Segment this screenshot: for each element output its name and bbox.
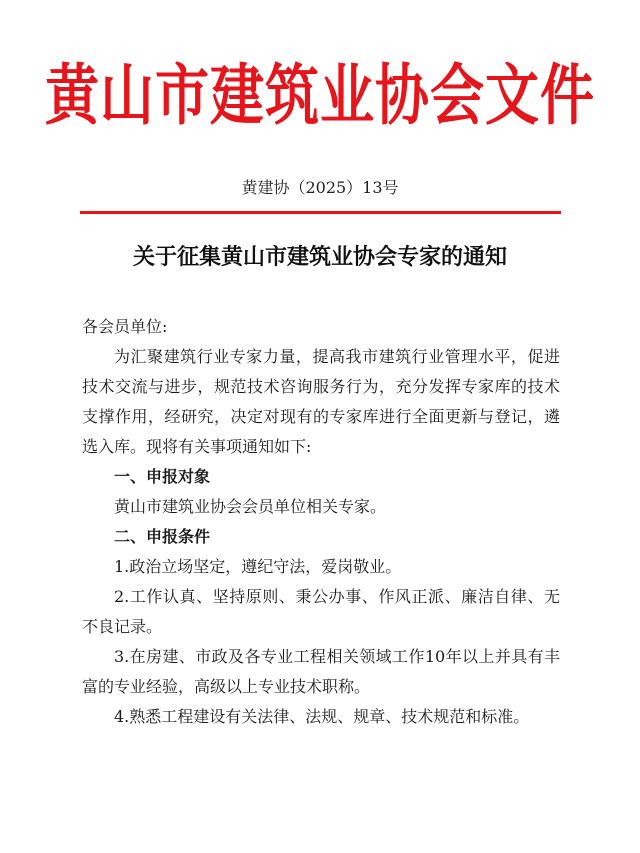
condition-item: 4.熟悉工程建设有关法律、法规、规章、技术规范和标准。: [114, 707, 530, 726]
section-heading-applicants: 一、申报对象: [114, 467, 211, 486]
section-text-applicants: 黄山市建筑业协会会员单位相关专家。: [114, 497, 387, 516]
condition-item: 2.工作认真、坚持原则、秉公办事、作风正派、廉洁自律、无不良记录。: [82, 587, 560, 636]
notice-body: [82, 312, 560, 732]
section-heading-conditions: 二、申报条件: [114, 527, 211, 546]
document-number: 黄建协（2025）13号: [241, 178, 399, 197]
document-masthead: 黄山市建筑业协会文件: [45, 55, 595, 134]
condition-item: 1.政治立场坚定，遵纪守法，爱岗敬业。: [114, 557, 402, 576]
notice-title: 关于征集黄山市建筑业协会专家的通知: [132, 244, 507, 270]
intro-paragraph: 为汇聚建筑行业专家力量，提高我市建筑行业管理水平，促进技术交流与进步，规范技术咨询服务行为，充分发挥专家库的技术支撑作用，经研究，决定对现有的专家库进行全面更新与登记，遴选入库。现将有关事项通知如下:: [82, 347, 560, 456]
red-divider-line: [80, 211, 561, 214]
condition-item: 3.在房建、市政及各专业工程相关领域工作10年以上并具有丰富的专业经验，高级以上专业技术职称。: [82, 647, 560, 696]
salutation: 各会员单位:: [82, 317, 168, 336]
